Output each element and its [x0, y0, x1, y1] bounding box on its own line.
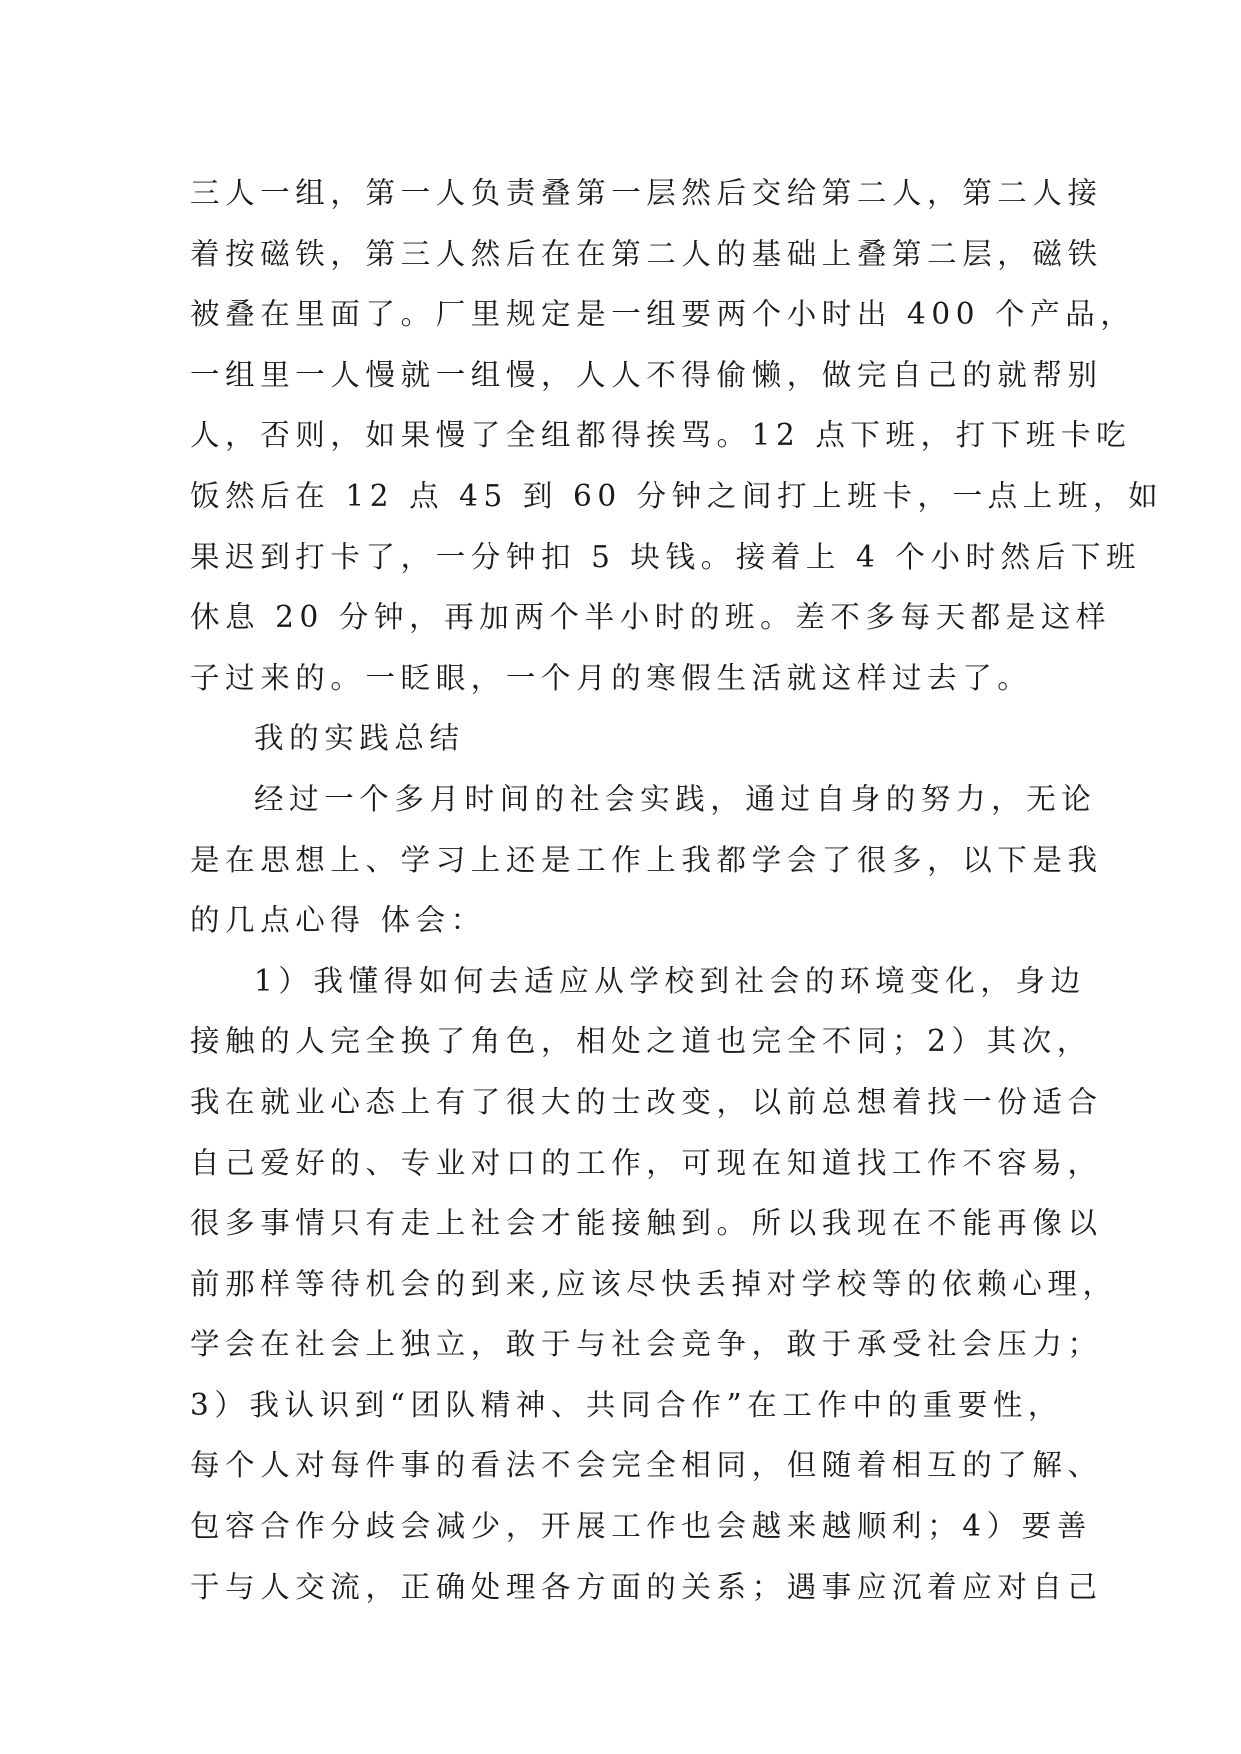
text-line: 自己爱好的、专业对口的工作，可现在知道找工作不容易， [190, 1145, 1103, 1180]
paragraph-start-line: 经过一个多月时间的社会实践，通过自身的努力，无论 [254, 781, 1097, 816]
section-heading: 我的实践总结 [254, 721, 465, 756]
text-line: 人，否则，如果慢了全组都得挨骂。12 点下班，打下班卡吃 [190, 418, 1132, 453]
text-line: 接触的人完全换了角色，相处之道也完全不同；2）其次， [190, 1024, 1092, 1059]
text-line: 三人一组，第一人负责叠第一层然后交给第二人，第二人接 [190, 176, 1103, 210]
text-line: 果迟到打卡了，一分钟扣 5 块钱。接着上 4 个小时然后下班 [190, 539, 1142, 574]
text-line: 学会在社会上独立，敢于与社会竞争，敢于承受社会压力； [190, 1327, 1103, 1362]
text-line: 饭然后在 12 点 45 到 60 分钟之间打上班卡，一点上班，如 [190, 478, 1164, 513]
text-line: 于与人交流，正确处理各方面的关系；遇事应沉着应对自己 [190, 1569, 1103, 1604]
text-line: 前那样等待机会的到来,应该尽快丢掉对学校等的依赖心理， [190, 1266, 1118, 1301]
text-line: 是在思想上、学习上还是工作上我都学会了很多，以下是我 [190, 842, 1103, 877]
text-line: 一组里一人慢就一组慢，人人不得偷懒，做完自己的就帮别 [190, 357, 1103, 392]
text-line: 休息 20 分钟，再加两个半小时的班。差不多每天都是这样 [190, 600, 1112, 635]
text-line: 很多事情只有走上社会才能接触到。所以我现在不能再像以 [190, 1206, 1103, 1241]
text-line: 每个人对每件事的看法不会完全相同，但随着相互的了解、 [190, 1448, 1103, 1483]
body-text [190, 163, 1164, 1617]
text-line: 的几点心得 体会： [190, 903, 486, 938]
text-line: 子过来的。一眨眼，一个月的寒假生活就这样过去了。 [190, 660, 1033, 695]
text-line: 被叠在里面了。厂里规定是一组要两个小时出 400 个产品， [190, 297, 1136, 332]
text-line: 包容合作分歧会减少，开展工作也会越来越顺利；4）要善 [190, 1509, 1092, 1544]
text-line: 3）我认识到“团队精神、共同合作”在工作中的重要性， [190, 1387, 1064, 1422]
paragraph-start-line: 1）我懂得如何去适应从学校到社会的环境变化，身边 [254, 963, 1086, 998]
text-line: 着按磁铁，第三人然后在在第二人的基础上叠第二层，磁铁 [190, 236, 1103, 271]
text-line: 我在就业心态上有了很大的士改变，以前总想着找一份适合 [190, 1084, 1103, 1119]
